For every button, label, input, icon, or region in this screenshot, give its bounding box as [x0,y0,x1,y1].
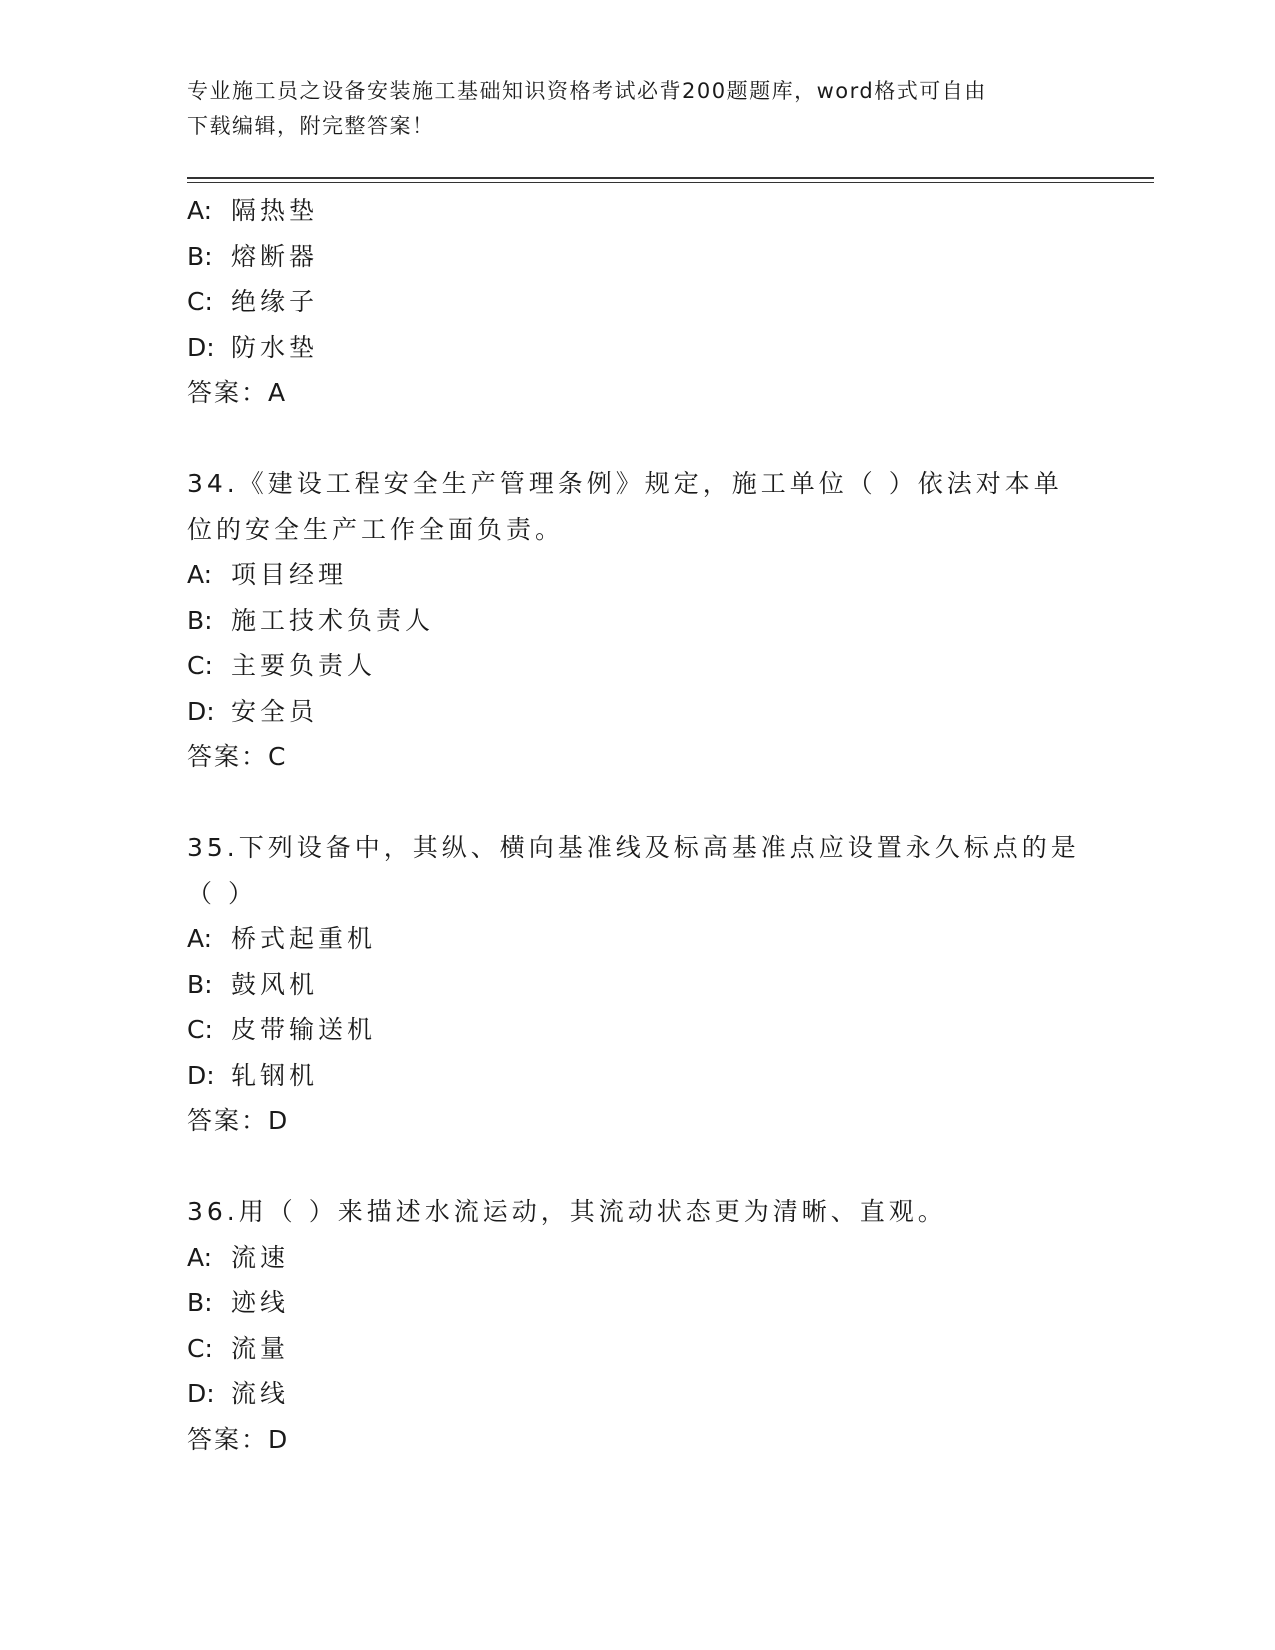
option-text: 安全员 [231,696,319,726]
question-list [187,188,1087,1462]
option-d [187,1053,1087,1099]
option-letter: D: [187,1379,215,1408]
answer-value: A [268,378,288,407]
answer-line [187,1098,1087,1144]
option-letter: A: [187,196,213,225]
option-a [187,916,1087,962]
answer-value: D [268,1106,290,1135]
answer-label: 答案： [187,378,269,407]
option-c [187,643,1087,689]
spacer [187,1144,1087,1190]
option-b [187,1280,1087,1326]
option-c [187,1007,1087,1053]
option-text: 隔热垫 [231,196,319,225]
option-letter: A: [187,560,213,589]
answer-label: 答案： [187,1106,269,1135]
option-letter: D: [187,1060,215,1090]
question-block-34 [187,461,1087,780]
option-text: 防水垫 [231,332,319,362]
option-letter: A: [187,1242,213,1272]
option-a [187,188,1087,234]
option-text: 施工技术负责人 [231,605,435,635]
header-title-line-1: 专业施工员之设备安装施工基础知识资格考试必背200题题库，word格式可自由 [187,79,987,103]
option-text: 桥式起重机 [231,924,377,953]
answer-line [187,734,1087,780]
option-letter: C: [187,1015,213,1044]
option-text: 绝缘子 [231,287,319,316]
question-block-35 [187,825,1087,1144]
option-letter: C: [187,1333,213,1363]
option-text: 皮带输送机 [231,1015,377,1044]
option-letter: A: [187,924,213,953]
option-b [187,962,1087,1008]
answer-line [187,370,1087,416]
option-letter: B: [187,1288,213,1317]
spacer [187,416,1087,462]
answer-line [187,1417,1087,1463]
answer-label: 答案： [187,1424,269,1454]
option-text: 流速 [231,1242,290,1272]
question-block-partial [187,188,1087,416]
option-d [187,689,1087,735]
option-text: 熔断器 [231,241,319,271]
option-text: 主要负责人 [231,651,377,680]
option-text: 鼓风机 [231,969,319,999]
option-text: 迹线 [231,1288,290,1317]
spacer [187,780,1087,826]
option-letter: B: [187,605,213,635]
option-d [187,325,1087,371]
option-a [187,1235,1087,1281]
option-c [187,279,1087,325]
question-text-line-1: 36.用（ ）来描述水流运动，其流动状态更为清晰、直观。 [187,1197,947,1226]
option-d [187,1371,1087,1417]
option-b [187,598,1087,644]
question-text-line-1: 35.下列设备中，其纵、横向基准线及标高基准点应设置永久标点的是 [187,833,1080,862]
option-letter: D: [187,696,215,726]
option-text: 流线 [231,1379,290,1408]
option-text: 轧钢机 [231,1060,319,1090]
header-title-line-2: 下载编辑，附完整答案！ [187,114,435,138]
page-header [187,74,1067,144]
option-a [187,552,1087,598]
option-c [187,1326,1087,1372]
question-text-line-2: （ ） [187,878,257,908]
option-letter: C: [187,287,213,316]
header-divider [187,177,1154,183]
answer-value: C [268,742,288,771]
option-text: 项目经理 [231,560,348,589]
option-letter: C: [187,651,213,680]
question-text-line-2: 位的安全生产工作全面负责。 [187,514,565,544]
option-letter: B: [187,969,213,999]
answer-value: D [268,1424,290,1454]
question-text-line-1: 34.《建设工程安全生产管理条例》规定，施工单位（ ）依法对本单 [187,469,1063,498]
option-b [187,234,1087,280]
answer-label: 答案： [187,742,269,771]
option-letter: D: [187,332,215,362]
option-letter: B: [187,241,213,271]
option-text: 流量 [231,1333,290,1363]
question-block-36 [187,1189,1087,1462]
